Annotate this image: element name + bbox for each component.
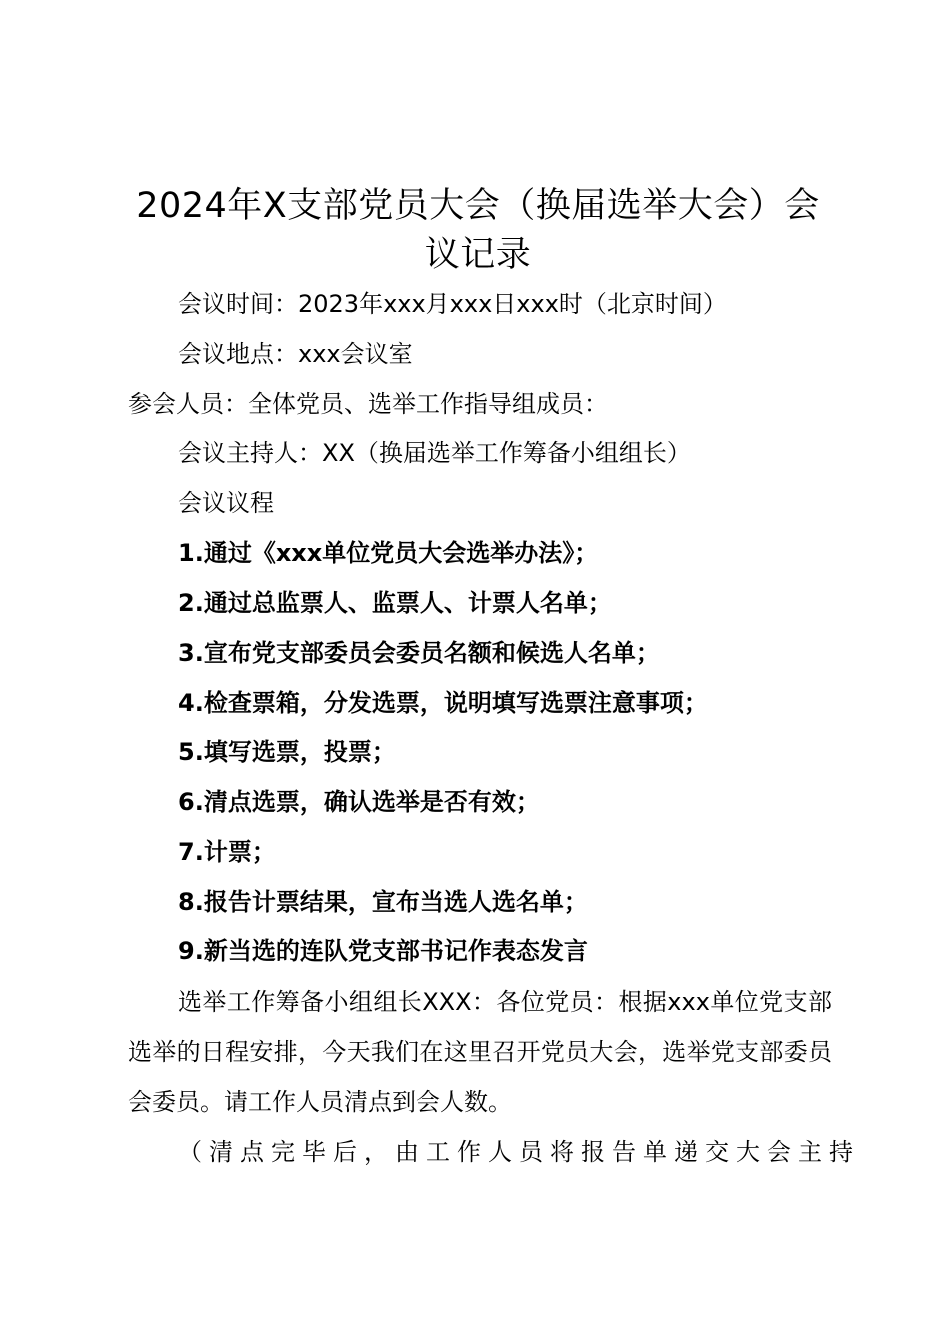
agenda-item: 4.检查票箱，分发选票，说明填写选票注意事项； [178, 689, 708, 717]
meeting-host: 会议主持人：XX（换届选举工作筹备小组组长） [178, 439, 691, 467]
agenda-item: 3.宣布党支部委员会委员名额和候选人名单； [178, 639, 660, 667]
agenda-item: 2.通过总监票人、监票人、计票人名单； [178, 589, 612, 617]
agenda-item: 1.通过《xxx单位党员大会选举办法》； [178, 539, 599, 567]
agenda-heading: 会议议程 [178, 489, 274, 517]
body-paragraph: （清点完毕后，由工作人员将报告单递交大会主持 [178, 1138, 860, 1166]
document-title: 2024年X支部党员大会（换届选举大会）会议记录 [136, 186, 820, 275]
agenda-item: 9.新当选的连队党支部书记作表态发言 [178, 937, 588, 965]
agenda-item: 6.清点选票，确认选举是否有效； [178, 788, 540, 816]
meeting-place: 会议地点：xxx会议室 [178, 340, 413, 368]
agenda-item: 8.报告计票结果，宣布当选人选名单； [178, 888, 588, 916]
meeting-time: 会议时间：2023年xxx月xxx日xxx时（北京时间） [178, 290, 727, 318]
agenda-item: 5.填写选票，投票； [178, 738, 396, 766]
agenda-item: 7.计票； [178, 838, 276, 866]
body-paragraph: 选举工作筹备小组组长XXX：各位党员：根据xxx单位党支部选举的日程安排，今天我们在这里召开党员大会，选举党支部委员会委员。请工作人员清点到会人数。 [128, 988, 832, 1116]
meeting-attendees: 参会人员：全体党员、选举工作指导组成员： [128, 390, 608, 418]
